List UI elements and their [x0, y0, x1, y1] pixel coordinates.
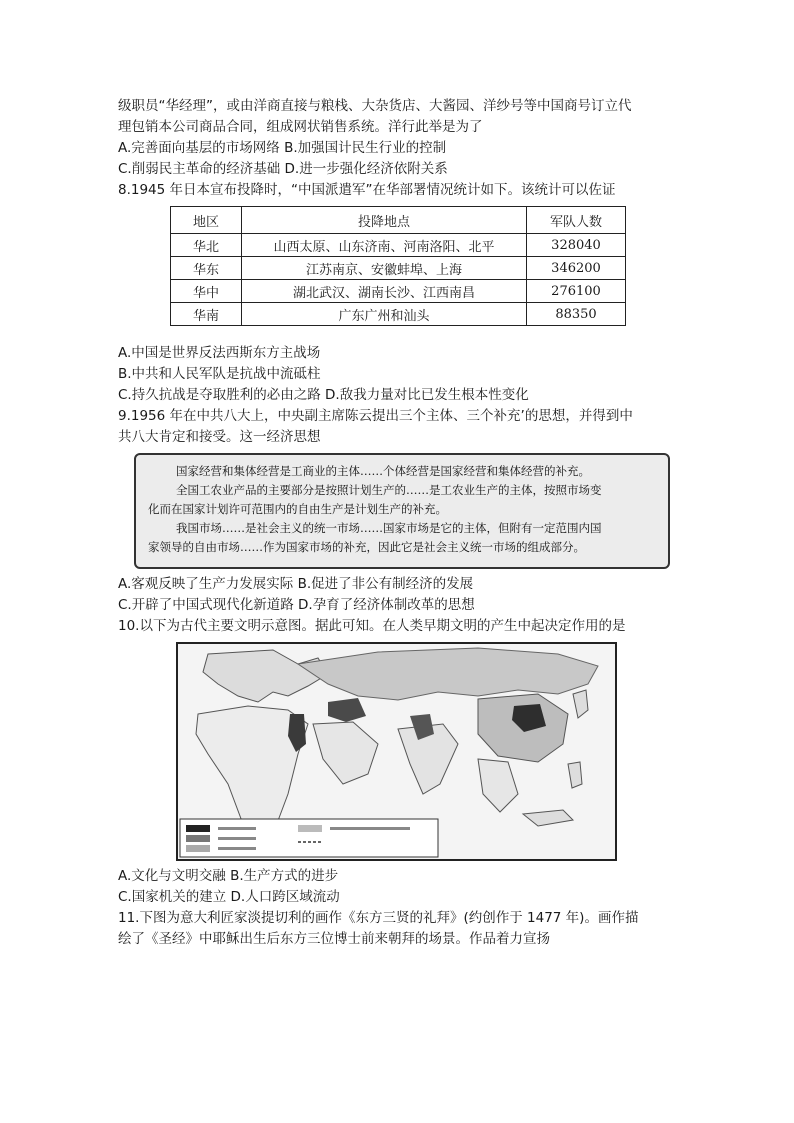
q9-stem-2: 共八大肯定和接受。这一经济思想: [118, 429, 321, 445]
quote-line: 化而在国家计划许可范围内的自由生产是计划生产的补充。: [148, 502, 447, 516]
q9-option-ab: A.客观反映了生产力发展实际 B.促进了非公有制经济的发展: [118, 576, 474, 592]
q8-option-b: B.中共和人民军队是抗战中流砥柱: [118, 366, 321, 382]
quote-box: [134, 453, 670, 569]
table-cell: 328040: [527, 234, 626, 257]
table-cell: 88350: [527, 303, 626, 326]
table-header: 地区: [171, 207, 242, 234]
table-cell: 华北: [171, 234, 242, 257]
quote-line: 家领导的自由市场……作为国家市场的补充，因此它是社会主义统一市场的组成部分。: [148, 540, 585, 554]
q9-option-cd: C.开辟了中国式现代化新道路 D.孕育了经济体制改革的思想: [118, 597, 475, 613]
civilization-map: [176, 642, 617, 861]
table-cell: 华东: [171, 257, 242, 280]
quote-line: 国家经营和集体经营是工商业的主体……个体经营是国家经营和集体经营的补充。: [176, 464, 590, 478]
table-cell: 广东广州和汕头: [242, 303, 527, 326]
q7-option-ab: A.完善面向基层的市场网络 B.加强国计民生行业的控制: [118, 140, 447, 156]
table-cell: 276100: [527, 280, 626, 303]
q10-option-ab: A.文化与文明交融 B.生产方式的进步: [118, 868, 339, 884]
table-cell: 湖北武汉、湖南长沙、江西南昌: [242, 280, 527, 303]
table-header-row: [171, 207, 626, 234]
q10-option-cd: C.国家机关的建立 D.人口跨区域流动: [118, 889, 340, 905]
quote-line: 全国工农业产品的主要部分是按照计划生产的……是工农业生产的主体，按照市场变: [176, 483, 602, 497]
table-header: 军队人数: [527, 207, 626, 234]
table-row: [171, 303, 626, 326]
table-cell: 346200: [527, 257, 626, 280]
q8-stem: 8.1945 年日本宣布投降时，“中国派遣军”在华部署情况统计如下。该统计可以佐证: [118, 182, 616, 198]
q9-stem-1: 9.1956 年在中共八大上，中央副主席陈云提出三个主体、三个补充’的思想，并得到中: [118, 408, 633, 424]
q7-line-2: 理包销本公司商品合同，组成网状销售系统。洋行此举是为了: [118, 119, 483, 135]
table-cell: 华中: [171, 280, 242, 303]
map-graphic: [178, 644, 615, 859]
quote-line: 我国市场……是社会主义的统一市场……国家市场是它的主体，但附有一定范围内国: [176, 521, 602, 535]
table-cell: 山西太原、山东济南、河南洛阳、北平: [242, 234, 527, 257]
table-cell: 华南: [171, 303, 242, 326]
table-cell: 江苏南京、安徽蚌埠、上海: [242, 257, 527, 280]
q8-option-a: A.中国是世界反法西斯东方主战场: [118, 345, 321, 361]
q11-stem-1: 11.下图为意大利匠家淡提切利的画作《东方三贤的礼拜》(约创作于 1477 年)。画作描: [118, 910, 639, 926]
q11-stem-2: 绘了《圣经》中耶稣出生后东方三位博士前来朝拜的场景。作品着力宣扬: [118, 931, 550, 947]
q10-stem: 10.以下为古代主要文明示意图。据此可知。在人类早期文明的产生中起决定作用的是: [118, 618, 626, 634]
table-row: [171, 234, 626, 257]
table-row: [171, 280, 626, 303]
surrender-table: [170, 206, 626, 326]
table-row: [171, 257, 626, 280]
q7-line-1: 级职员“华经理”，或由洋商直接与粮栈、大杂货店、大酱园、洋纱号等中国商号订立代: [118, 98, 632, 114]
table-header: 投降地点: [242, 207, 527, 234]
q8-option-cd: C.持久抗战是夺取胜利的必由之路 D.敌我力量对比已发生根本性变化: [118, 387, 529, 403]
q7-option-cd: C.削弱民主革命的经济基础 D.进一步强化经济依附关系: [118, 161, 448, 177]
